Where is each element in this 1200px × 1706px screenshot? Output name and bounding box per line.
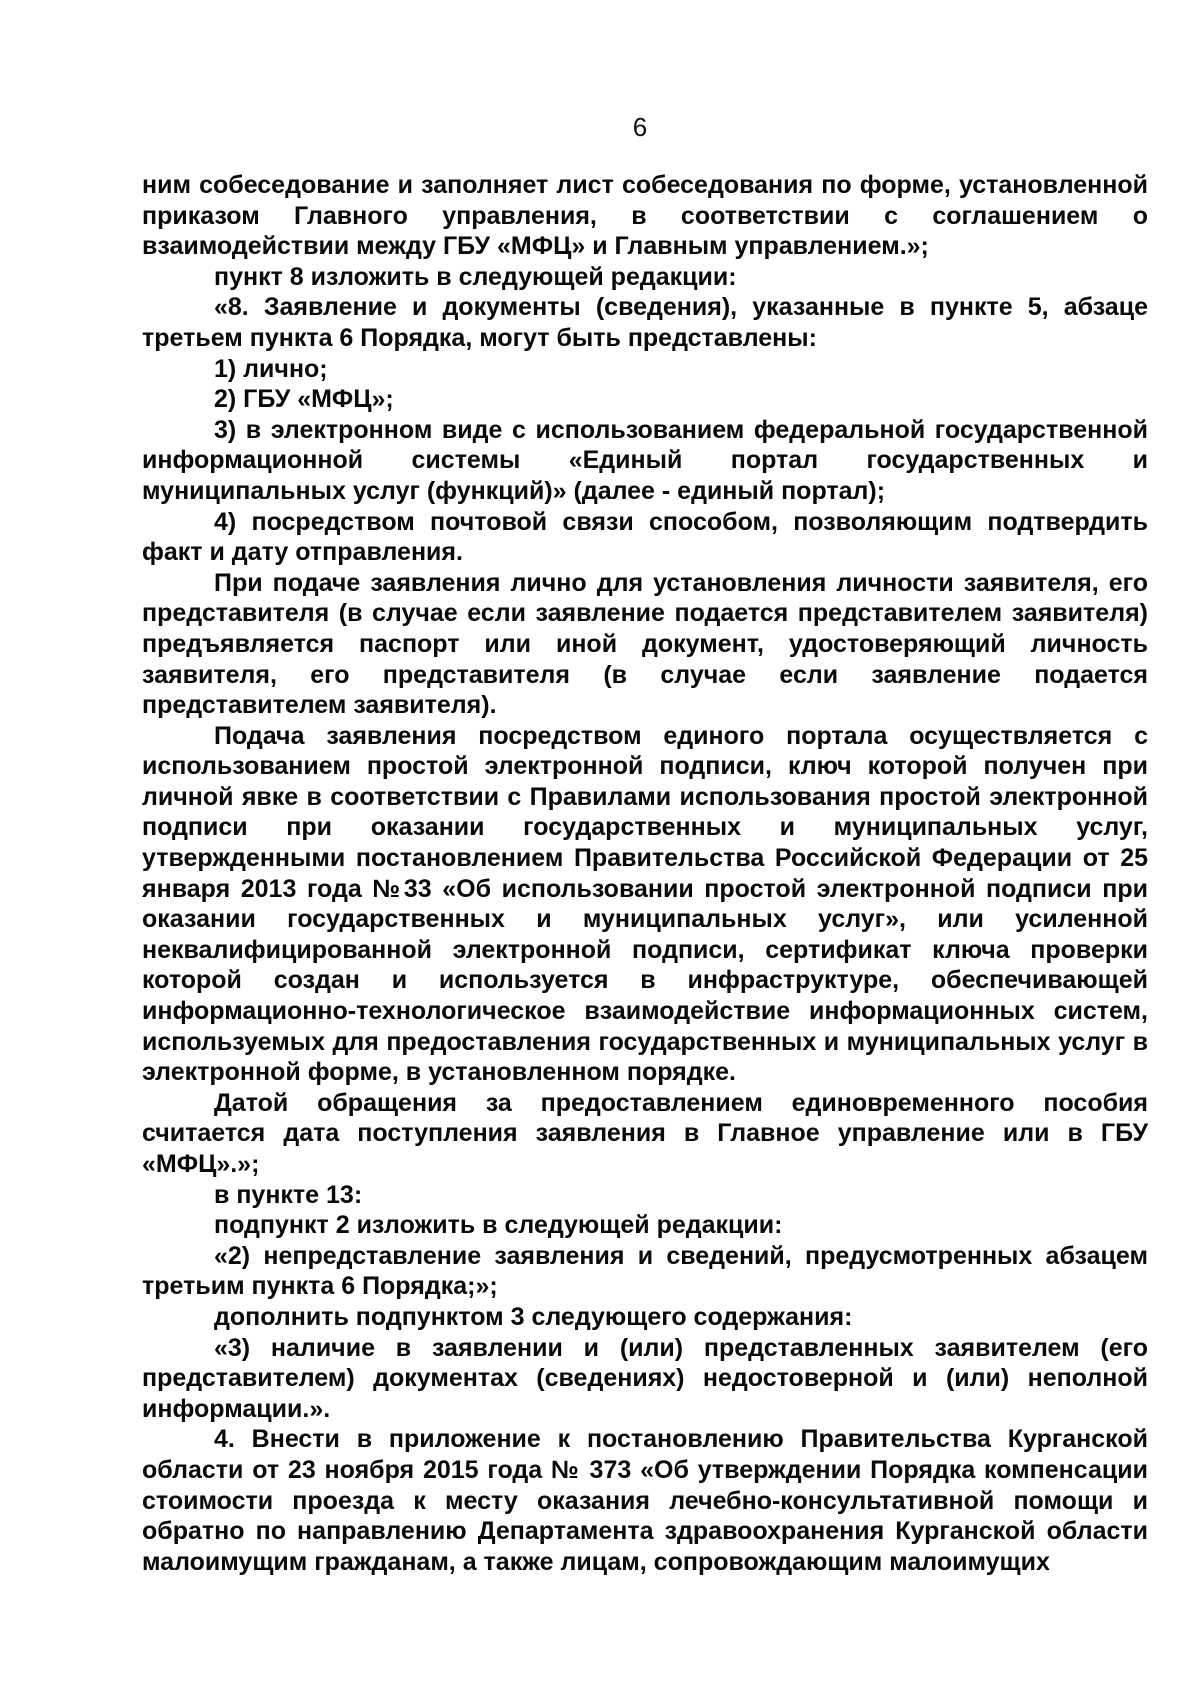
paragraph: в пункте 13: — [214, 1180, 363, 1209]
paragraph: При подаче заявления лично для установления личности заявителя, его представителя (в случае если заявление подается представителем заявителя) предъявляется паспорт или иной документ, удостоверяющий личность заявителя, его представителя (в случае если заявление подается представителем заявителя). — [142, 568, 1148, 720]
list-item: 3) в электронном виде с использованием федеральной государственной информационной системы «Единый портал государственных и муниципальных услуг (функций)» (далее - единый портал); — [142, 415, 1148, 505]
list-item: 4) посредством почтовой связи способом, позволяющим подтвердить факт и дату отправления. — [142, 507, 1148, 567]
document-body — [142, 170, 1148, 1577]
paragraph: Подача заявления посредством единого портала осуществляется с использованием простой электронной подписи, ключ которой получен при личной явке в соответствии с Правилами использования простой электронной подписи при оказании государственных и муниципальных услуг, утвержденными постановлением Правительства Российской Федерации от 25 января 2013 года №33 «Об использовании простой электронной подписи при оказании государственных и муниципальных услуг», или усиленной неквалифицированной электронной подписи, сертификат ключа проверки которой создан и используется в инфраструктуре, обеспечивающей информационно-технологическое взаимодействие информационных систем, используемых для предоставления государственных и муниципальных услуг в электронной форме, в установленном порядке. — [142, 721, 1148, 1087]
paragraph: «8. Заявление и документы (сведения), указанные в пункте 5, абзаце третьем пункта 6 Порядка, могут быть представлены: — [142, 293, 1148, 352]
page-number: 6 — [632, 112, 648, 142]
paragraph: «2) непредставление заявления и сведений, предусмотренных абзацем третьим пункта 6 Порядка;»; — [142, 1241, 1148, 1301]
paragraph: пункт 8 изложить в следующей редакции: — [214, 262, 737, 291]
paragraph: Датой обращения за предоставлением единовременного пособия считается дата поступления заявления в Главное управление или в ГБУ «МФЦ».»; — [142, 1088, 1148, 1178]
paragraph: подпункт 2 изложить в следующей редакции: — [214, 1211, 783, 1240]
paragraph: «3) наличие в заявлении и (или) представленных заявителем (его представителем) документах (сведениях) недостоверной и (или) неполной информации.». — [142, 1333, 1148, 1423]
list-item: 2) ГБУ «МФЦ»; — [214, 385, 394, 414]
paragraph-continuation: ним собеседование и заполняет лист собеседования по форме, установленной приказом Главного управления, в соответствии с соглашением о взаимодействии между ГБУ «МФЦ» и Главным управлением.»; — [142, 171, 1148, 261]
paragraph: 4. Внести в приложение к постановлению Правительства Курганской области от 23 ноября 2015 года № 373 «Об утверждении Порядка компенсации стоимости проезда к месту оказания лечебно-консультативной помощи и обратно по направлению Департамента здравоохранения Курганской области малоимущим гражданам, а также лицам, сопровождающим малоимущих — [142, 1425, 1148, 1576]
paragraph: дополнить подпунктом 3 следующего содержания: — [214, 1302, 853, 1331]
list-item: 1) лично; — [214, 354, 328, 383]
